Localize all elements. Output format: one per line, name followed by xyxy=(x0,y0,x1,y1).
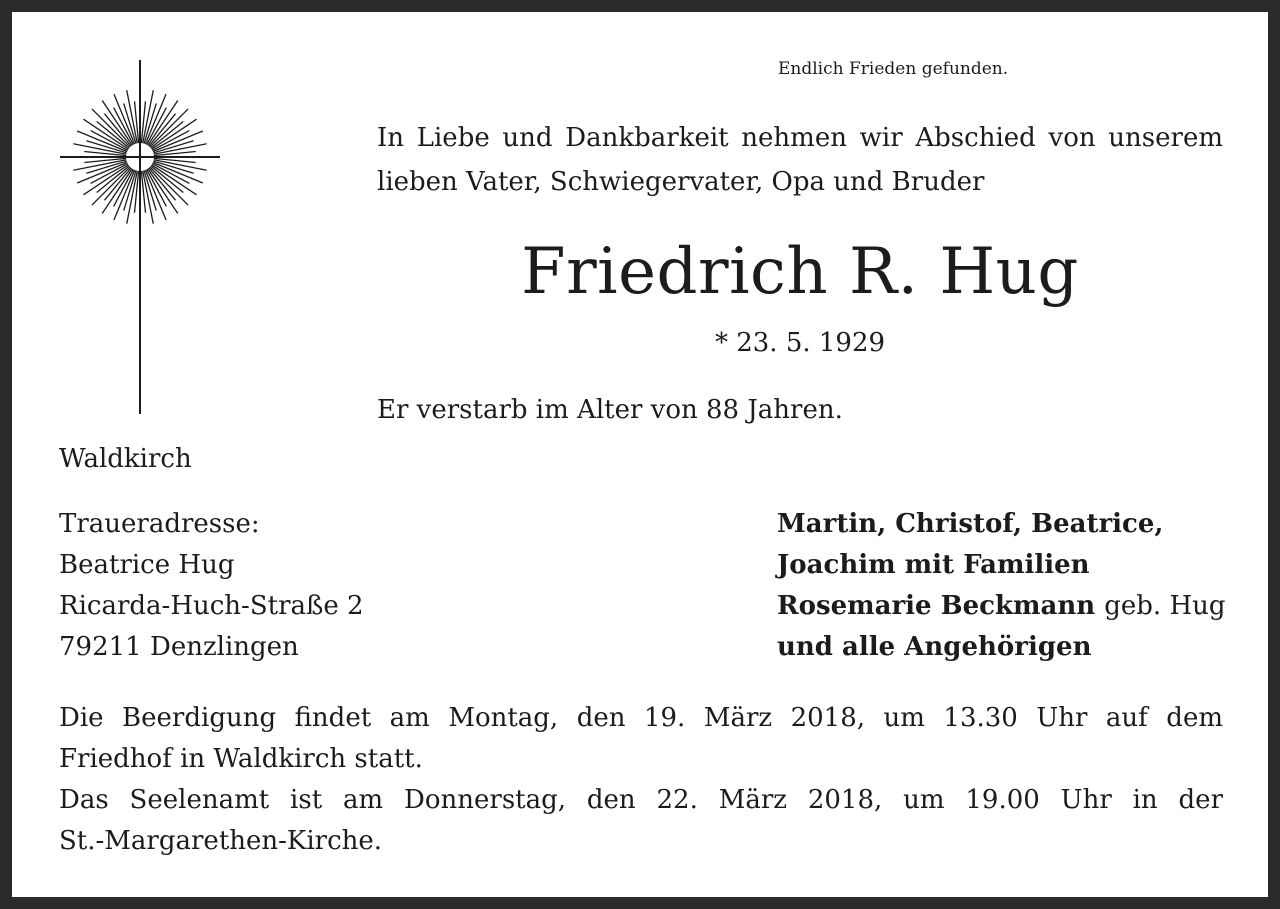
intro-text xyxy=(377,116,1223,204)
mourner-maiden-name: geb. Hug xyxy=(1104,591,1226,621)
funeral-line-3: Das Seelenamt ist am Donnerstag, den 22. März 2018, um 19.00 Uhr in der xyxy=(59,785,1223,815)
mourners-line-3 xyxy=(777,586,1226,627)
mourners-line-1: Martin, Christof, Beatrice, xyxy=(777,509,1164,539)
birth-date: * 23. 5. 1929 xyxy=(714,328,886,358)
mourners xyxy=(777,504,1226,668)
radiant-cross-icon xyxy=(58,60,222,416)
mourner-name-bold: Rosemarie Beckmann xyxy=(777,591,1096,621)
address-street: Ricarda-Huch-Straße 2 xyxy=(59,591,364,621)
funeral-line-4: St.-Margarethen-Kirche. xyxy=(59,826,383,856)
funeral-line-1: Die Beerdigung findet am Montag, den 19. März 2018, um 13.30 Uhr auf dem xyxy=(59,703,1223,733)
mourning-address xyxy=(59,504,364,668)
intro-line-1: In Liebe und Dankbarkeit nehmen wir Abschied von unserem xyxy=(377,123,1223,153)
intro-line-2: lieben Vater, Schwiegervater, Opa und Bruder xyxy=(377,167,985,197)
town: Waldkirch xyxy=(59,444,192,474)
obituary-notice xyxy=(12,12,1268,897)
funeral-details xyxy=(59,698,1223,862)
motto: Endlich Frieden gefunden. xyxy=(778,59,1009,79)
age-note: Er verstarb im Alter von 88 Jahren. xyxy=(377,395,843,425)
funeral-line-2: Friedhof in Waldkirch statt. xyxy=(59,744,423,774)
address-label: Traueradresse: xyxy=(59,509,260,539)
address-name: Beatrice Hug xyxy=(59,550,235,580)
deceased-name: Friedrich R. Hug xyxy=(521,235,1079,309)
mourners-line-4: und alle Angehörigen xyxy=(777,632,1092,662)
address-city: 79211 Denzlingen xyxy=(59,632,299,662)
mourners-line-2: Joachim mit Familien xyxy=(777,550,1090,580)
